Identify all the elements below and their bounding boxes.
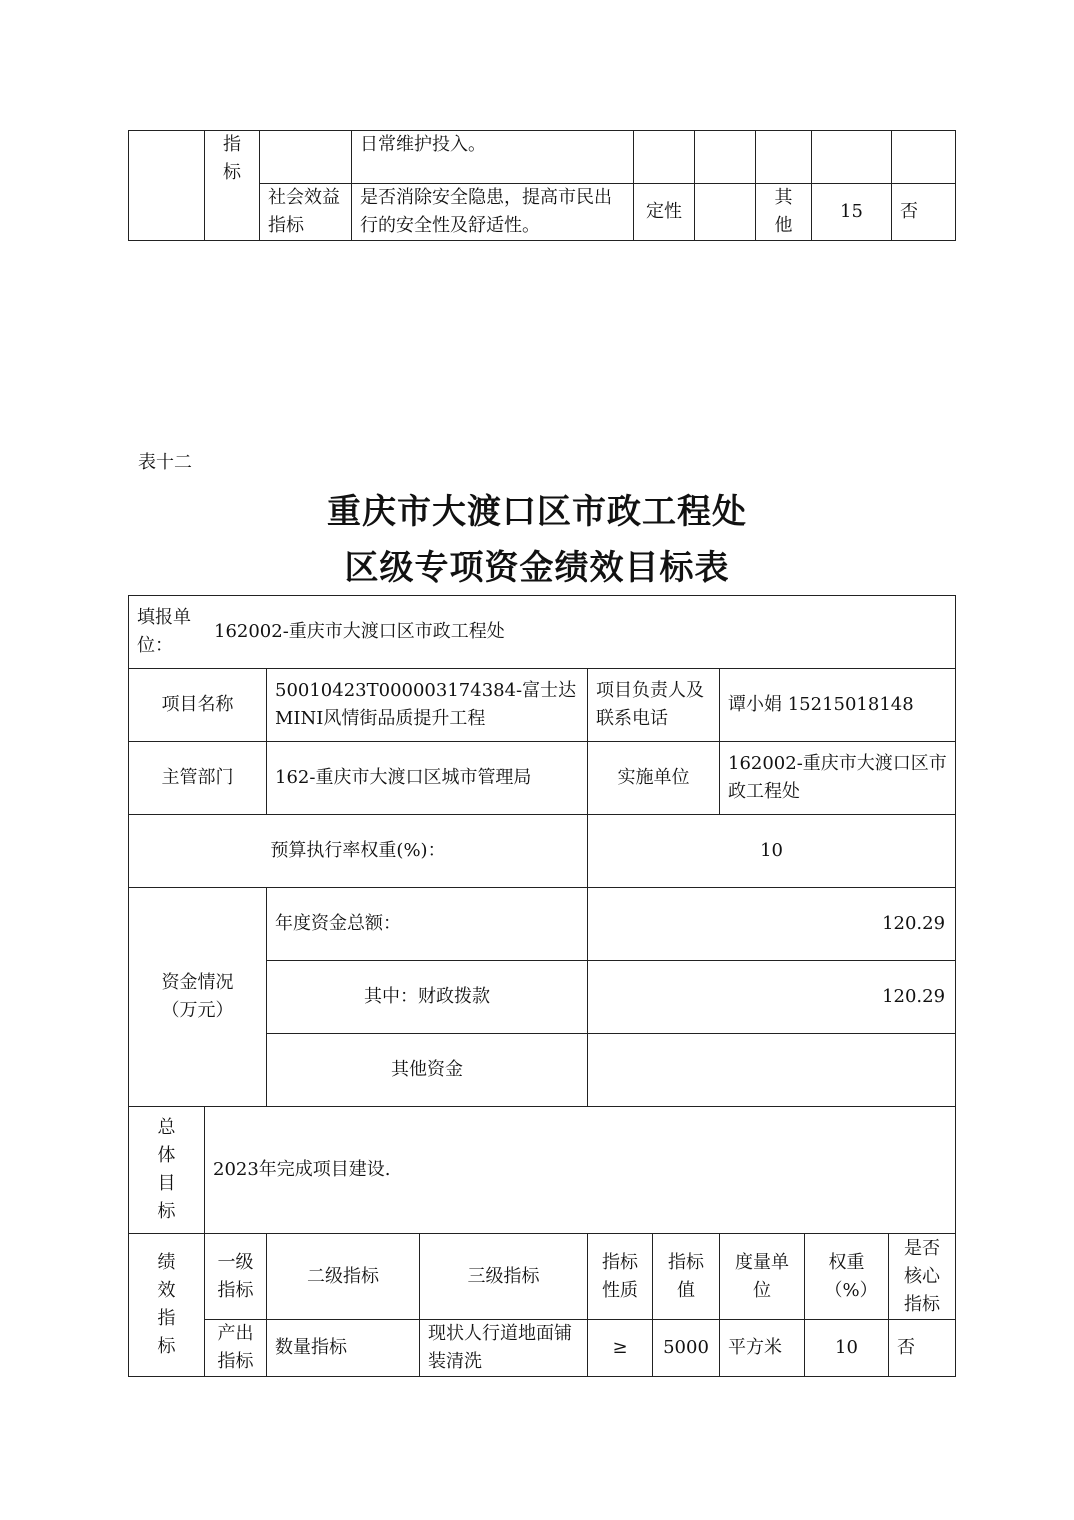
header-unit: 度量单位 (720, 1234, 805, 1320)
overall-goal-label: 总体目标 (129, 1107, 205, 1234)
performance-target-table (128, 595, 956, 1377)
document-title-line2: 区级专项资金绩效目标表 (344, 548, 730, 588)
project-name-label: 项目名称 (129, 669, 267, 742)
fiscal-value: 120.29 (588, 961, 956, 1034)
header-level2: 二级指标 (267, 1234, 420, 1320)
impl-unit-value: 162002-重庆市大渡口区市政工程处 (720, 742, 956, 815)
annual-total-value: 120.29 (588, 888, 956, 961)
budget-rate-value: 10 (588, 815, 956, 888)
fill-unit-value: 162002-重庆市大渡口区市政工程处 (214, 621, 505, 642)
previous-indicator-table (128, 130, 956, 241)
fill-unit-row (129, 596, 956, 669)
perf-indicator-label: 绩效指标 (129, 1234, 205, 1377)
row-level2: 数量指标 (267, 1320, 420, 1377)
value-cell (695, 184, 756, 241)
header-core: 是否核心指标 (889, 1234, 956, 1320)
row-unit: 平方米 (720, 1320, 805, 1377)
project-leader-label: 项目负责人及联系电话 (588, 669, 720, 742)
table-caption: 表十二 (138, 452, 192, 473)
blank-cell (260, 131, 352, 184)
other-funds-value (588, 1034, 956, 1107)
budget-rate-label: 预算执行率权重(%)： (129, 815, 588, 888)
project-name-value: 50010423T000003174384-富士达MINI风情街品质提升工程 (267, 669, 588, 742)
annual-total-label: 年度资金总额： (267, 888, 588, 961)
fiscal-label: 其中：财政拨款 (267, 961, 588, 1034)
unit-cell: 其他 (756, 184, 812, 241)
header-level3: 三级指标 (420, 1234, 588, 1320)
other-funds-label: 其他资金 (267, 1034, 588, 1107)
weight-cell: 15 (812, 184, 892, 241)
nature-cell: 定性 (634, 184, 695, 241)
row-nature: ≥ (588, 1320, 653, 1377)
blank-cell (129, 131, 205, 241)
social-benefit-label: 社会效益指标 (260, 184, 352, 241)
row-value: 5000 (653, 1320, 720, 1377)
row-weight: 10 (805, 1320, 889, 1377)
header-level1: 一级指标 (205, 1234, 267, 1320)
funds-label: 资金情况（万元） (129, 888, 267, 1107)
impl-unit-label: 实施单位 (588, 742, 720, 815)
blank-cell (812, 131, 892, 184)
blank-cell (695, 131, 756, 184)
core-cell: 否 (892, 184, 956, 241)
blank-cell (634, 131, 695, 184)
table-row (129, 1320, 956, 1377)
row-level3: 现状人行道地面铺装清洗 (420, 1320, 588, 1377)
indicator-desc-cell: 日常维护投入。 (352, 131, 634, 184)
document-title-line1: 重庆市大渡口区市政工程处 (327, 492, 747, 532)
dept-label: 主管部门 (129, 742, 267, 815)
fill-unit-label: 填报单位： (137, 607, 191, 656)
overall-goal-value: 2023年完成项目建设. (205, 1107, 956, 1234)
header-weight: 权重（%） (805, 1234, 889, 1320)
project-leader-value: 谭小娟 15215018148 (720, 669, 956, 742)
social-benefit-desc: 是否消除安全隐患，提高市民出行的安全性及舒适性。 (352, 184, 634, 241)
header-nature: 指标性质 (588, 1234, 653, 1320)
row-level1: 产出指标 (205, 1320, 267, 1377)
blank-cell (892, 131, 956, 184)
row-core: 否 (889, 1320, 956, 1377)
header-value: 指标值 (653, 1234, 720, 1320)
dept-value: 162-重庆市大渡口区城市管理局 (267, 742, 588, 815)
blank-cell (756, 131, 812, 184)
indicator-label-cell: 指标 (205, 131, 260, 241)
